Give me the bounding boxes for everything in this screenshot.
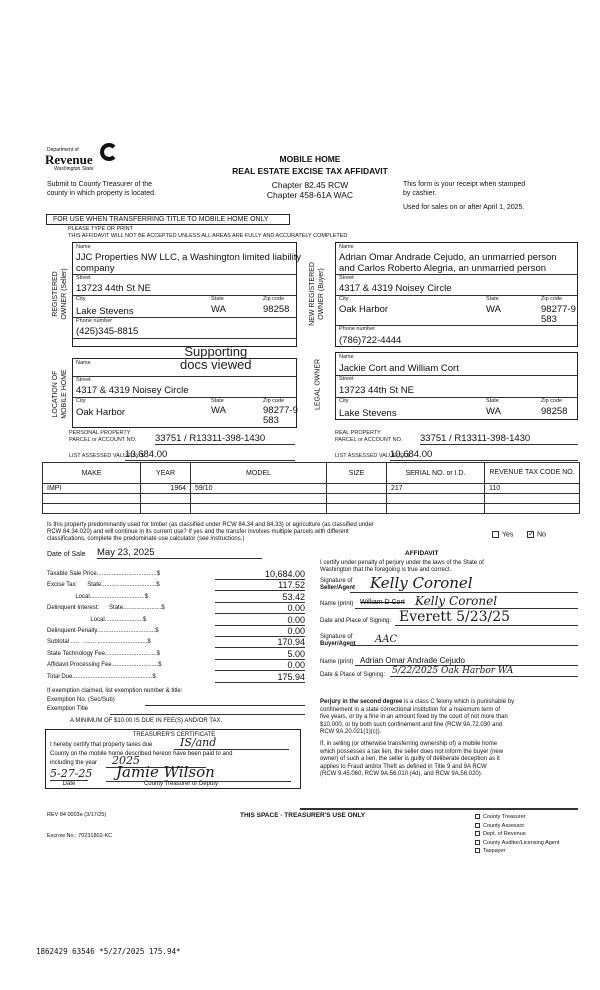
- exemption-intro: If exemption claimed, list exemption number & title:: [47, 688, 183, 694]
- side-label-text: OWNER (Buyer): [318, 268, 325, 320]
- buyer-street[interactable]: 4317 & 4319 Noisey Circle: [339, 283, 452, 294]
- tax-row-value[interactable]: 10,684.00: [215, 569, 305, 580]
- form-title: MOBILE HOME: [279, 154, 341, 164]
- zip-label: Zip code: [541, 296, 563, 302]
- cell-make[interactable]: [43, 504, 141, 514]
- copy-checkbox[interactable]: [475, 839, 559, 848]
- lien-line: (RCW 9.45.060, RCW 9A.56.010 (4d), and RCW 9A.56.020).: [320, 771, 483, 778]
- table-header: [43, 463, 580, 484]
- cell-size[interactable]: [327, 494, 387, 504]
- logo-text: Washington State: [54, 166, 94, 172]
- cashier-receipt-stamp: 1862429 63546 *5/27/2025 175.94*: [36, 947, 181, 956]
- assessed-value-left[interactable]: 10,684.00: [125, 449, 295, 461]
- legal-owner-section-label: LEGAL OWNER: [314, 358, 322, 411]
- legal-owner-name[interactable]: Jackie Cort and William Cort: [339, 363, 459, 374]
- side-label-text: REGISTERED: [52, 271, 59, 317]
- certify-text: I certify under penalty of perjury under the laws of the State of: [320, 560, 484, 566]
- seller-signature: Kelly Coronel: [350, 574, 578, 593]
- state-label: State: [211, 398, 224, 404]
- legal-owner-box: [335, 352, 578, 420]
- lien-line: which possesses a tax lien, the seller does not inform the buyer (new: [320, 748, 504, 755]
- certificate-text: I hereby certify that property taxes due: [50, 742, 153, 748]
- seller-date-place[interactable]: Everett 5/23/25: [395, 609, 578, 626]
- cell-model[interactable]: [191, 494, 327, 504]
- seller-state[interactable]: WA: [211, 304, 226, 315]
- seller-print-name[interactable]: Kelly Coronel: [355, 594, 578, 609]
- buyer-zip[interactable]: 98277-9: [541, 304, 576, 315]
- assessed-label: LIST ASSESSED VALUE(S): $: [335, 453, 410, 459]
- state-label: State: [211, 296, 224, 302]
- name-label: Name: [339, 354, 354, 360]
- seller-phone[interactable]: (425)345-8815: [76, 326, 139, 337]
- perjury-bold: Perjury in the second degree: [320, 699, 403, 705]
- side-label-text: OWNER (Seller): [61, 268, 68, 320]
- copy-label: Taxpayer: [483, 848, 506, 854]
- col-year: YEAR: [141, 463, 191, 484]
- timber-question: classifications, complete the predominate use calculator (see instructions.): [47, 536, 245, 542]
- stamp-text: Supporting: [184, 344, 248, 359]
- affidavit-title: AFFIDAVIT: [405, 550, 439, 557]
- buyer-sig-label: Signature of: [320, 634, 353, 640]
- city-label: City: [76, 398, 86, 404]
- copy-checkbox[interactable]: [475, 847, 559, 856]
- location-city[interactable]: Oak Harbor: [76, 407, 126, 418]
- supporting-docs-stamp: [180, 345, 252, 371]
- tax-row-value[interactable]: 0.00: [215, 660, 305, 671]
- escrow-number: Escrow No.: 70231802-KC: [47, 833, 113, 839]
- col-tax-code: REVENUE TAX CODE NO.: [485, 463, 580, 484]
- certificate-text: including the year: [50, 760, 98, 766]
- real-property-label: REAL PROPERTY: [335, 430, 381, 436]
- seller-box: [72, 242, 302, 347]
- table-row: [43, 504, 580, 514]
- buyer-print-name[interactable]: Adrian Omar Andrade Cejudo: [355, 656, 578, 666]
- mobile-home-table: [42, 462, 580, 514]
- tax-row-label: Delinquent Penalty...................................$: [47, 628, 159, 634]
- city-label: City: [339, 296, 349, 302]
- cell-tax-code[interactable]: [485, 504, 580, 514]
- tax-row-value[interactable]: 5.00: [215, 649, 305, 660]
- checkbox-icon: [475, 814, 480, 819]
- location-zip-cont[interactable]: 583: [263, 415, 279, 426]
- treasurer-use-label: THIS SPACE - TREASURER'S USE ONLY: [240, 812, 366, 819]
- personal-property-label: PERSONAL PROPERTY: [69, 430, 131, 436]
- table-row: [43, 494, 580, 504]
- tax-row-label: Total Due................................................$: [47, 673, 156, 680]
- real-parcel-field[interactable]: 33751 / R13311-398-1430: [420, 433, 578, 445]
- tax-row-value[interactable]: 53.42: [215, 592, 305, 603]
- date-place-label: Date & Place of Signing:: [320, 672, 386, 678]
- buyer-date-place[interactable]: 5/22/2025 Oak Harbor WA: [390, 666, 578, 677]
- legal-owner-zip[interactable]: 98258: [541, 406, 568, 417]
- certify-text: Washington that the foregoing is true and correct.: [320, 567, 452, 573]
- yes-label: Yes: [502, 531, 514, 539]
- col-model: MODEL: [191, 463, 327, 484]
- cell-model[interactable]: [191, 504, 327, 514]
- checkbox-icon: [492, 531, 499, 538]
- city-label: City: [76, 296, 86, 302]
- date-of-sale-field[interactable]: May 23, 2025: [97, 547, 262, 559]
- tax-row-value[interactable]: 0.00: [215, 615, 305, 626]
- name-label: Name: [339, 244, 354, 250]
- seller-city[interactable]: Lake Stevens: [76, 306, 134, 317]
- phone-label: Phone number: [339, 326, 376, 332]
- seller-sig-label: Seller/Agent: [320, 585, 356, 591]
- mobile-home-only-notice: FOR USE WHEN TRANSFERRING TITLE TO MOBILE HOME ONLY: [46, 214, 290, 225]
- buyer-name-cont[interactable]: and Carlos Roberto Alegria, an unmarried person: [339, 263, 547, 274]
- street-label: Street: [76, 377, 91, 383]
- minimum-due-note: A MINIMUM OF $10.00 IS DUE IN FEE(S) AND/OR TAX.: [70, 718, 223, 724]
- submit-instructions: county in which property is located.: [47, 190, 156, 197]
- name-label: Name: [76, 244, 91, 250]
- buyer-section-label: [308, 254, 326, 334]
- buyer-name[interactable]: Adrian Omar Andrade Cejudo, an unmarried person: [339, 252, 557, 263]
- logo-text: Revenue: [45, 152, 93, 167]
- seller-street[interactable]: 13723 44th St NE: [76, 283, 151, 294]
- receipt-note: by cashier.: [403, 190, 437, 197]
- checkbox-icon: [475, 831, 480, 836]
- cell-size[interactable]: [327, 484, 387, 494]
- checkbox-icon: [475, 823, 480, 828]
- treasurer-sig-label: County Treasurer or Deputy: [143, 781, 219, 787]
- type-or-print-note: PLEASE TYPE OR PRINT: [68, 226, 134, 232]
- perjury-notice: [320, 699, 514, 779]
- copy-checkbox[interactable]: [475, 830, 559, 839]
- perjury-line: RCW 9A.20.021(1)(c)).: [320, 729, 382, 736]
- exemption-title-label: Exemption Title: [47, 706, 89, 712]
- buyer-zip-cont[interactable]: 583: [541, 314, 557, 325]
- lien-line: applies to Fraud and/or Theft as defined in Title 9 and 9A RCW: [320, 763, 487, 770]
- location-street[interactable]: 4317 & 4319 Noisey Circle: [76, 385, 189, 396]
- county-field[interactable]: IS/and: [174, 736, 289, 750]
- seller-zip[interactable]: 98258: [263, 304, 290, 315]
- state-label: State: [486, 398, 499, 404]
- parcel-label: PARCEL or ACCOUNT NO.: [335, 437, 403, 443]
- col-serial: SERIAL NO. or I.D.: [387, 463, 485, 484]
- tax-row-label: State Technology Fee...............................$: [47, 650, 160, 657]
- buyer-phone[interactable]: (786)722-4444: [339, 335, 402, 346]
- yes-checkbox[interactable]: [492, 531, 513, 538]
- cell-serial[interactable]: 217: [387, 484, 485, 494]
- cell-year[interactable]: 1964: [141, 484, 191, 494]
- checkbox-icon: [475, 840, 480, 845]
- city-label: City: [339, 398, 349, 404]
- zip-label: Zip code: [263, 296, 285, 302]
- exemption-number-label: Exemption No. (Sec/Sub): [47, 697, 115, 703]
- name-print-label: Name (print): [320, 659, 354, 665]
- chapter-wac: Chapter 458-61A WAC: [266, 190, 354, 200]
- tax-row-label: Local.......................$: [47, 616, 147, 623]
- tax-row-value[interactable]: 170.94: [215, 637, 305, 648]
- exemption-title-field[interactable]: [110, 714, 305, 715]
- date-of-sale-label: Date of Sale: [47, 551, 86, 558]
- copy-distribution: [475, 813, 559, 856]
- side-label-text: LOCATION OF: [52, 370, 59, 418]
- effective-date-note: Used for sales on or after April 1, 2025.: [403, 204, 525, 211]
- side-label-text: MOBILE HOME: [61, 369, 68, 419]
- tax-row-label: Subtotal ..... ....... ..............................$: [47, 639, 151, 646]
- location-state[interactable]: WA: [211, 405, 226, 416]
- lien-line: owner) of such a lien, the seller is guilty of deliberate deception as it: [320, 756, 500, 763]
- seller-section-label: [51, 254, 69, 334]
- logo-text: Department of: [47, 147, 79, 153]
- col-make: MAKE: [43, 463, 141, 484]
- timber-question: RCW 84.34.020) and will continue in its current use? If yes and the transfer involves multiple parcels with different: [47, 529, 349, 535]
- certificate-title: TREASURER'S CERTIFICATE: [132, 732, 216, 738]
- buyer-box: [335, 242, 578, 347]
- tax-row-label: Taxable Sale Price....................................$: [47, 571, 161, 577]
- divider: [300, 808, 578, 810]
- copy-label: County Treasurer: [483, 814, 526, 820]
- copy-checkbox[interactable]: [475, 813, 559, 822]
- year-field[interactable]: 2025: [106, 754, 206, 768]
- certificate-text: County on the mobile home described hereon have been paid to and: [50, 751, 233, 757]
- certificate-date[interactable]: 5-27-25: [50, 767, 93, 780]
- copy-label: County Assessor: [483, 822, 525, 829]
- copy-checkbox[interactable]: [475, 822, 559, 831]
- cell-make[interactable]: IMPI: [43, 484, 141, 494]
- perjury-line: five years, or by a fine in an amount fixed by the court of not more than: [320, 714, 508, 721]
- tax-row-label: Excise Tax: State.................................$: [47, 582, 160, 589]
- perjury-line: confinement in a state correctional institution for a maximum term of: [320, 706, 501, 713]
- checkmark-icon: ✓: [528, 531, 534, 538]
- form-subtitle: REAL ESTATE EXCISE TAX AFFIDAVIT: [232, 166, 388, 176]
- street-label: Street: [339, 376, 354, 382]
- date-label: Date: [62, 781, 76, 787]
- street-label: Street: [76, 275, 91, 281]
- tax-row-value[interactable]: 175.94: [215, 672, 305, 683]
- tax-row-value[interactable]: 0.00: [215, 603, 305, 614]
- zip-label: Zip code: [541, 398, 563, 404]
- tax-row-label: Affidavit Processing Fee............................$: [47, 662, 162, 669]
- state-label: State: [486, 296, 499, 302]
- cell-make[interactable]: [43, 494, 141, 504]
- perjury-line: $10,000, or by both such confinement and fine (RCW 9A.72.030 and: [320, 721, 503, 728]
- parcel-label: PARCEL or ACCOUNT NO.: [69, 437, 137, 443]
- cell-tax-code[interactable]: [485, 494, 580, 504]
- receipt-note: This form is your receipt when stamped: [403, 181, 526, 188]
- cell-year[interactable]: [141, 494, 191, 504]
- assessed-value-right[interactable]: 10,684.00: [390, 449, 578, 461]
- date-place-label: Date and Place of Signing:: [320, 618, 392, 624]
- cell-model[interactable]: 59/10: [191, 484, 327, 494]
- submit-instructions: Submit to County Treasurer of the: [47, 181, 153, 188]
- personal-parcel-field[interactable]: 33751 / R13311-398-1430: [155, 433, 295, 445]
- legal-owner-state[interactable]: WA: [486, 406, 501, 417]
- legal-owner-city[interactable]: Lake Stevens: [339, 408, 397, 419]
- phone-label: Phone number: [76, 318, 113, 324]
- cell-size[interactable]: [327, 504, 387, 514]
- seller-sig-label: Signature of: [320, 578, 353, 584]
- street-label: Street: [339, 275, 354, 281]
- tax-row-value[interactable]: 0.00: [215, 626, 305, 637]
- perjury-line: is a class C felony which is punishable by: [402, 699, 515, 705]
- no-label: No: [537, 531, 546, 539]
- legal-owner-street[interactable]: 13723 44th St NE: [339, 385, 414, 396]
- buyer-state[interactable]: WA: [486, 304, 501, 315]
- checkbox-icon: [475, 848, 480, 853]
- copy-label: County Auditor/Licensing Agent: [483, 839, 560, 846]
- seller-name[interactable]: JJC Properties NW LLC, a Washington limited liability: [76, 252, 302, 263]
- no-checkbox[interactable]: [527, 531, 546, 538]
- cell-serial[interactable]: [387, 494, 485, 504]
- stamp-text: docs viewed: [180, 357, 252, 372]
- assessed-label: LIST ASSESSED VALUE(S): $: [69, 453, 144, 459]
- location-zip[interactable]: 98277-9: [263, 405, 298, 416]
- side-label-text: NEW REGISTERED: [309, 262, 316, 326]
- tax-row-label: Delinquent Interest: State.......................$: [47, 605, 165, 612]
- col-size: SIZE: [327, 463, 387, 484]
- buyer-city[interactable]: Oak Harbor: [339, 304, 389, 315]
- completion-warning: THIS AFFIDAVIT WILL NOT BE ACCEPTED UNLESS ALL AREAS ARE FULLY AND ACCURATELY COMPLETED.: [68, 233, 349, 239]
- seller-name-cont[interactable]: company: [76, 263, 115, 274]
- copy-label: Dept. of Revenue: [483, 831, 526, 837]
- name-print-label: Name (print): [320, 601, 354, 607]
- treasurer-certificate: [45, 729, 301, 789]
- location-section-label: [51, 354, 69, 434]
- chapter-rcw: Chapter 82.45 RCW: [271, 180, 349, 190]
- buyer-signature: AAC: [350, 634, 578, 646]
- buyer-sig-label: Buyer/Agent: [320, 641, 356, 647]
- form-revision: REV 84 0003e (3/17/25): [47, 812, 107, 818]
- lien-line: If, in selling (or otherwise transferring ownership of) a mobile home: [320, 740, 498, 747]
- zip-label: Zip code: [263, 398, 285, 404]
- cell-tax-code[interactable]: 110: [485, 484, 580, 494]
- seller-name-struck: William D Cort: [360, 599, 405, 606]
- table-row: [43, 484, 580, 494]
- tax-row-label: Local.................................$: [47, 593, 149, 600]
- treasurer-signature: Jamie Wilson: [106, 763, 291, 782]
- cell-year[interactable]: [141, 504, 191, 514]
- exemption-number-field[interactable]: [145, 705, 305, 706]
- name-label: Name: [76, 360, 91, 366]
- timber-question: Is this property predominantly used for timber (as classified under RCW 84.34 and 84.33) or agriculture (as classified under: [47, 522, 374, 528]
- tax-row-value[interactable]: 117.52: [215, 580, 305, 591]
- cell-serial[interactable]: [387, 504, 485, 514]
